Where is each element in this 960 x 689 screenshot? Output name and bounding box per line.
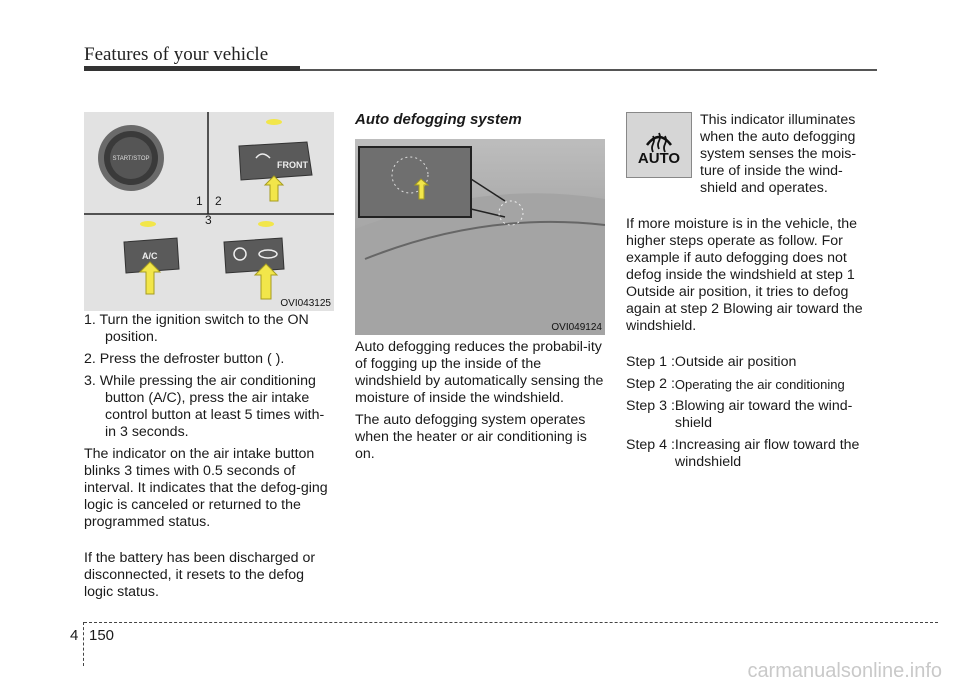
auto-label: AUTO (637, 150, 681, 167)
figure-callout-1: 1 (196, 194, 203, 208)
header-rule-thick (84, 66, 300, 71)
step-label: Step 2 : (626, 376, 675, 392)
step-list-item-3: 3. While pressing the air conditioning button (A/C), press the air intake control button at least 5 times with-in 3 seconds. (84, 373, 325, 440)
figure-code: OVI043125 (280, 298, 331, 309)
header-rule-thin (300, 69, 877, 71)
paragraph-moisture-steps: If more moisture is in the vehicle, the higher steps operate as follow. For example if auto defogging does not defog inside the windshield at step 1 Outside air position, it tries to defog again at step 2 Blowing air toward the windshield. (626, 216, 863, 334)
step-row (626, 376, 878, 393)
watermark: carmanualsonline.info (747, 660, 942, 682)
step-row (626, 354, 878, 371)
step-text: Blowing air toward the wind-shield (674, 398, 853, 431)
windshield-sensor-illustration (355, 139, 605, 335)
section-heading-auto-defogging: Auto defogging system (355, 111, 522, 128)
svg-text:START/STOP: START/STOP (112, 156, 150, 162)
step-label: Step 3 : (626, 398, 675, 414)
step-list-item-1: 1. Turn the ignition switch to the ON position. (84, 312, 309, 345)
step-row (626, 398, 878, 432)
figure-callout-3: 3 (205, 213, 212, 227)
paragraph-battery-reset: If the battery has been discharged or disconnected, it resets to the defog logic status. (84, 550, 316, 600)
auto-defog-indicator (626, 112, 692, 178)
svg-text:FRONT: FRONT (277, 160, 308, 170)
paragraph-indicator-illuminates: This indicator illuminates when the auto defogging system senses the mois-ture of inside the wind-shield and operates. (700, 112, 857, 196)
figure-windshield (355, 139, 605, 335)
page-chapter: 4 (70, 627, 79, 644)
figure-callout-2: 2 (215, 194, 222, 208)
svg-text:A/C: A/C (142, 251, 158, 261)
defroster-buttons-illustration (84, 112, 334, 311)
paragraph-auto-defog-operates: The auto defogging system operates when the heater or air conditioning is on. (355, 412, 587, 462)
paragraph-auto-defog-intro: Auto defogging reduces the probabil-ity of fogging up the inside of the windshield by automatically sensing the moisture of inside the windshield. (355, 339, 604, 406)
step-list-item-2: 2. Press the defroster button ( ). (84, 351, 285, 367)
step-text: Outside air position (674, 354, 797, 370)
step-label: Step 1 : (626, 354, 675, 370)
figure-defroster-buttons (84, 112, 334, 311)
footer-divider (83, 622, 84, 666)
footer-rule (84, 622, 938, 623)
column-2 (355, 339, 605, 468)
column-1 (84, 312, 333, 606)
step-text: Increasing air flow toward the windshield (674, 437, 860, 470)
step-row (626, 437, 878, 471)
step-text: Operating the air conditioning (674, 377, 845, 392)
figure-code: OVI049124 (551, 322, 602, 333)
step-label: Step 4 : (626, 437, 675, 453)
page-number: 150 (89, 627, 115, 644)
page-header-title: Features of your vehicle (84, 44, 269, 65)
column-3 (626, 216, 878, 476)
paragraph-indicator-blinks: The indicator on the air intake button blinks 3 times with 0.5 seconds of interval. It indicates that the defog-ging logic is canceled or returned to the programmed status. (84, 446, 328, 530)
